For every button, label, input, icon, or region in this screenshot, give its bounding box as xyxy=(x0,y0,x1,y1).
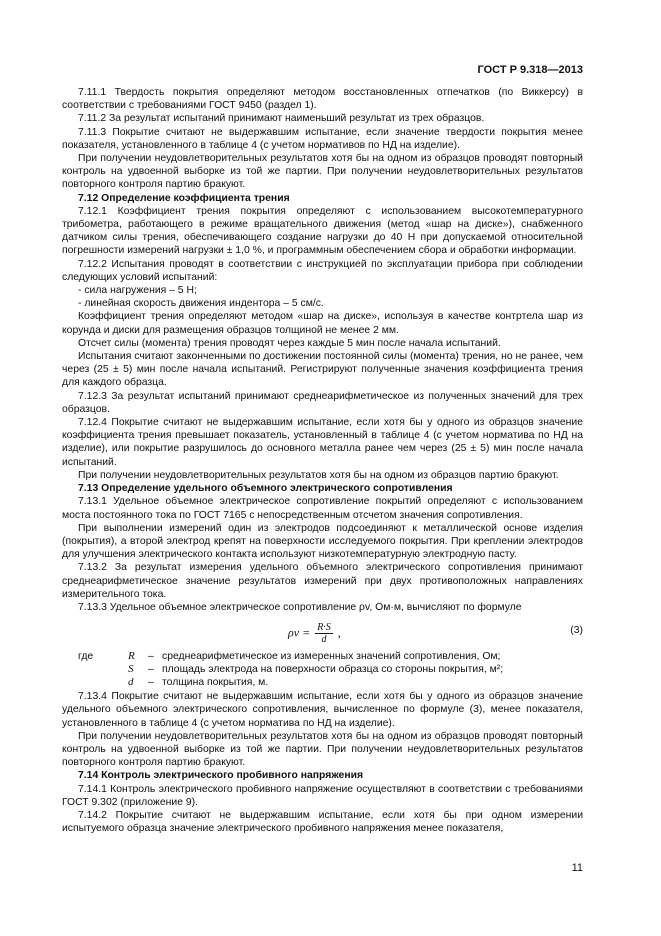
where-symbol: S xyxy=(128,663,134,676)
paragraph: При выполнении измерений один из электродов подсоединяют к металлической основе изделия (покрытия), а второй электрод крепят на поверхности исследуемого покрытия. При креплении электродов для улучшения электрического контакта используют низкотемпературную электродную пасту. xyxy=(62,522,583,561)
formula-3 xyxy=(62,616,583,646)
where-dash: – xyxy=(148,651,154,663)
paragraph: - линейная скорость движения индентора – 5 см/с. xyxy=(78,298,324,310)
where-symbol: R xyxy=(128,650,135,663)
where-description: площадь электрода на поверхности образца со стороны покрытия, м²; xyxy=(162,664,504,676)
paragraph: 7.14.1 Контроль электрического пробивного напряжение осуществляют в соответствии с требованиями ГОСТ 9.302 (приложение 9). xyxy=(62,783,583,808)
paragraph: - сила нагружения – 5 Н; xyxy=(78,285,197,297)
section-heading: 7.13 Определение удельного объемного электрического сопротивления xyxy=(78,483,453,495)
paragraph: При получении неудовлетворительных результатов хотя бы на одном из образцов проводят повторный контроль на удвоенной выборке из той же партии. При получении неудовлетворительных результатов повторного контроля партию бракуют. xyxy=(62,730,583,769)
paragraph: Отсчет силы (момента) трения проводят через каждые 5 мин после начала испытаний. xyxy=(78,337,501,349)
where-symbol: d xyxy=(128,676,134,689)
paragraph: 7.14.2 Покрытие считают не выдержавшим испытание, если хотя бы при одном измерении испытуемого образца значение электрического пробивного напряжения менее показателя, xyxy=(62,809,583,835)
paragraph: 7.12.4 Покрытие считают не выдержавшим испытание, если хотя бы у одного из образцов значение коэффициента трения превышает показатель, установленный в таблице 4 (с учетом норматива по НД на изделие), или покрытие разрушилось до основного металла ранее чем через (25 ± 5) мин после начала испытаний. xyxy=(62,417,583,468)
paragraph: 7.13.1 Удельное объемное электрическое сопротивление покрытий определяют с использованием моста постоянного тока по ГОСТ 7165 с непосредственным отсчетом значения сопротивления. xyxy=(62,496,583,521)
paragraph: При получении неудовлетворительных результатов хотя бы на одном из образцов проводят повторный контроль на удвоенной выборке из той же партии. При получении неудовлетворительных результатов повторного контроля партию бракуют. xyxy=(62,153,583,191)
paragraph: 7.13.4 Покрытие считают не выдержавшим испытание, если хотя бы у одного из образцов значение удельного объемного электрического сопротивления, вычисленное по формуле (3), менее показателя, установленного в таблице 4 (с учетом норматива по НД на изделие). xyxy=(62,691,583,729)
formula-tail: , xyxy=(337,625,341,640)
where-dash: – xyxy=(148,677,154,689)
paragraph: Испытания считают законченными по достижении постоянной силы (момента) трения, но не ранее, чем через (25 ± 5) мин после начала испытаний. Регистрируют полученные значения коэффициента трения для каждого образца. xyxy=(62,351,583,389)
paragraph: 7.11.3 Покрытие считают не выдержавшим испытание, если значение твердости покрытия менее показателя, установленного в таблице 4 (с учетом нормативов по НД на изделие). xyxy=(62,126,583,151)
paragraph: 7.13.2 За результат измерения удельного объемного электрического сопротивления принимают среднеарифметическое значение результатов измерений при двух противоположных направлениях измерительного тока. xyxy=(62,562,583,600)
formula-denominator: d xyxy=(321,634,327,646)
formula-number: (3) xyxy=(570,625,583,637)
paragraph: 7.13.3 Удельное объемное электрическое сопротивление ρv, Ом·м, вычисляют по формуле xyxy=(78,601,522,613)
formula-body xyxy=(288,622,341,645)
text-block-2 xyxy=(62,690,583,835)
paragraph: 7.11.1 Твердость покрытия определяют методом восстановленных отпечатков (по Виккерсу) в соответствии с требованиями ГОСТ 9450 (раздел 1). xyxy=(62,87,583,112)
document-body xyxy=(62,86,583,835)
paragraph: При получении неудовлетворительных результатов хотя бы на одном из образцов партию бракуют. xyxy=(78,469,559,481)
formula-numerator: R·S xyxy=(317,622,331,634)
formula-fraction xyxy=(315,622,333,645)
text-block-1 xyxy=(62,86,583,614)
paragraph: Коэффициент трения определяют методом «шар на диске», используя в качестве контртела шар из корунда и диски для размещения образцов толщиной не менее 2 мм. xyxy=(62,311,583,336)
page-number: 11 xyxy=(571,862,583,874)
where-label: где xyxy=(78,651,94,663)
section-heading: 7.14 Контроль электрического пробивного напряжения xyxy=(78,770,364,782)
formula-lhs: ρv = xyxy=(288,625,311,640)
where-block xyxy=(62,650,583,690)
where-description: среднеарифметическое из измеренных значений сопротивления, Ом; xyxy=(162,651,501,663)
paragraph: 7.12.3 За результат испытаний принимают среднеарифметическое из полученных значений для трех образцов. xyxy=(62,390,583,415)
where-dash: – xyxy=(148,664,154,676)
paragraph: 7.12.2 Испытания проводят в соответствии с инструкцией по эксплуатации прибора при соблюдении следующих условий испытаний: xyxy=(62,258,583,283)
paragraph: 7.11.2 За результат испытаний принимают наименьший результат из трех образцов. xyxy=(78,113,485,125)
where-description: толщина покрытия, м. xyxy=(162,677,269,689)
document-header: ГОСТ Р 9.318—2013 xyxy=(477,64,583,76)
section-heading: 7.12 Определение коэффициента трения xyxy=(78,192,290,204)
paragraph: 7.12.1 Коэффициент трения покрытия определяют с использованием высокотемпературного трибометра, работающего в режиме вращательного движения (метод «шар на диске»), снабженного датчиком силы трения, обеспечивающего создание нагрузки до 40 Н при допускаемой относительной погрешности измерений нагрузки ± 1,0 %, и программным обеспечением сбора и обработки информации. xyxy=(62,205,583,257)
